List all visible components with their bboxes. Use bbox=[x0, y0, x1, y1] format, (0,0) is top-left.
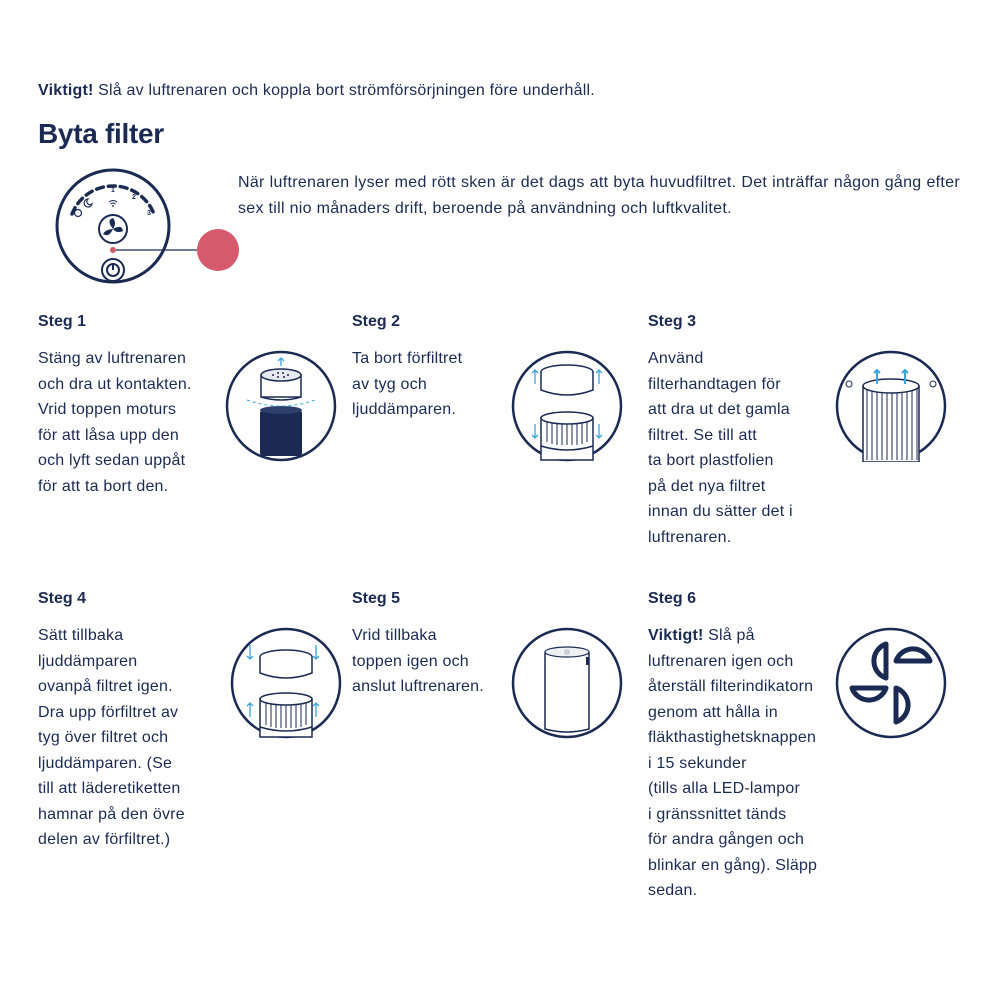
fan-speed-button-icon bbox=[99, 215, 127, 243]
page-title: Byta filter bbox=[38, 118, 164, 149]
step-6-line: genom att hålla in bbox=[648, 703, 778, 721]
fan-icon bbox=[835, 627, 947, 739]
warning-notice bbox=[38, 82, 595, 100]
step-5-text bbox=[352, 623, 484, 700]
step-3-text bbox=[648, 346, 793, 550]
warning-text: Slå av luftrenaren och koppla bort strömförsörjningen före underhåll. bbox=[93, 82, 595, 99]
step-5-line: anslut luftrenaren. bbox=[352, 678, 484, 695]
step-3-line: filtret. Se till att bbox=[648, 426, 757, 444]
step-6-line: Slå på bbox=[703, 627, 755, 644]
step-1-line: Vrid toppen moturs bbox=[38, 401, 177, 418]
step-1-title: Steg 1 bbox=[38, 313, 87, 330]
step-1-line: Stäng av luftrenaren bbox=[38, 350, 187, 367]
speed-label-1: 1 bbox=[111, 187, 115, 194]
step-1-line: och lyft sedan uppåt bbox=[38, 452, 186, 469]
step-6-line: (tills alla LED-lampor bbox=[648, 780, 800, 797]
lift-top-icon bbox=[225, 350, 337, 462]
step-3-line: Använd bbox=[648, 350, 704, 367]
step-6-line: fläkthastighetsknappen bbox=[648, 729, 817, 746]
step-1-line: och dra ut kontakten. bbox=[38, 375, 192, 393]
control-panel-illustration bbox=[50, 168, 240, 290]
indicator-zoom-icon bbox=[197, 229, 239, 271]
power-button-icon bbox=[102, 259, 124, 281]
step-4-line: ljuddämparen. (Se bbox=[38, 754, 173, 772]
step-3-title: Steg 3 bbox=[648, 313, 697, 330]
step-4-line: ljuddämparen bbox=[38, 652, 138, 670]
step-6-line: sedan. bbox=[648, 882, 698, 899]
step-4-line: Dra upp förfiltret av bbox=[38, 703, 179, 721]
step-4-line: Sätt tillbaka bbox=[38, 627, 124, 644]
remove-prefilter-icon bbox=[511, 350, 623, 462]
step-1-line: för att ta bort den. bbox=[38, 477, 169, 495]
step-4-text bbox=[38, 623, 185, 853]
step-1-line: för att låsa upp den bbox=[38, 426, 179, 444]
speed-label-3: 3 bbox=[147, 210, 151, 217]
filter-indicator-led bbox=[110, 247, 116, 253]
step-4-line: hamnar på den övre bbox=[38, 805, 185, 823]
step-5-line: Vrid tillbaka bbox=[352, 627, 437, 644]
step-4-title: Steg 4 bbox=[38, 590, 87, 607]
step-3-line: på det nya filtret bbox=[648, 477, 766, 495]
step-4-line: delen av förfiltret.) bbox=[38, 831, 171, 848]
speed-label-2: 2 bbox=[132, 194, 136, 201]
step-6-title: Steg 6 bbox=[648, 590, 697, 607]
step-2-line: ljuddämparen. bbox=[352, 401, 456, 418]
step-2-line: Ta bort förfiltret bbox=[352, 350, 463, 367]
step-3-line: luftrenaren. bbox=[648, 528, 732, 546]
step-6-text bbox=[648, 623, 817, 904]
step-6-warning-label: Viktigt! bbox=[648, 627, 704, 644]
step-3-line: filterhandtagen för bbox=[648, 375, 781, 393]
step-6-line: i 15 sekunder bbox=[648, 754, 747, 772]
step-5-title: Steg 5 bbox=[352, 590, 401, 607]
step-6-line: för andra gången och bbox=[648, 831, 805, 848]
step-2-title: Steg 2 bbox=[352, 313, 401, 330]
step-6-line: blinkar en gång). Släpp bbox=[648, 856, 818, 874]
step-6-line: luftrenaren igen och bbox=[648, 652, 794, 670]
warning-label: Viktigt! bbox=[38, 82, 94, 99]
step-2-line: av tyg och bbox=[352, 375, 427, 393]
step-5-line: toppen igen och bbox=[352, 652, 469, 670]
step-4-line: tyg över filtret och bbox=[38, 729, 169, 746]
step-3-line: att dra ut det gamla bbox=[648, 401, 790, 418]
step-6-line: återställ filterindikatorn bbox=[648, 678, 814, 695]
pull-filter-icon bbox=[835, 350, 947, 462]
step-4-line: ovanpå filtret igen. bbox=[38, 678, 173, 695]
step-4-line: till att läderetiketten bbox=[38, 780, 181, 797]
step-2-text bbox=[352, 346, 462, 423]
step-6-line: i gränssnittet tänds bbox=[648, 805, 787, 823]
purifier-icon bbox=[511, 627, 623, 739]
step-3-line: innan du sätter det i bbox=[648, 503, 793, 520]
step-3-line: ta bort plastfolien bbox=[648, 452, 774, 469]
insert-filter-icon bbox=[230, 627, 342, 739]
step-1-text bbox=[38, 346, 192, 499]
intro-text: När luftrenaren lyser med rött sken är det dags att byta huvudfiltret. Det inträffar någon gång efter sex till nio månaders drift, beroende på användning och luftkvalitet. bbox=[238, 174, 960, 217]
